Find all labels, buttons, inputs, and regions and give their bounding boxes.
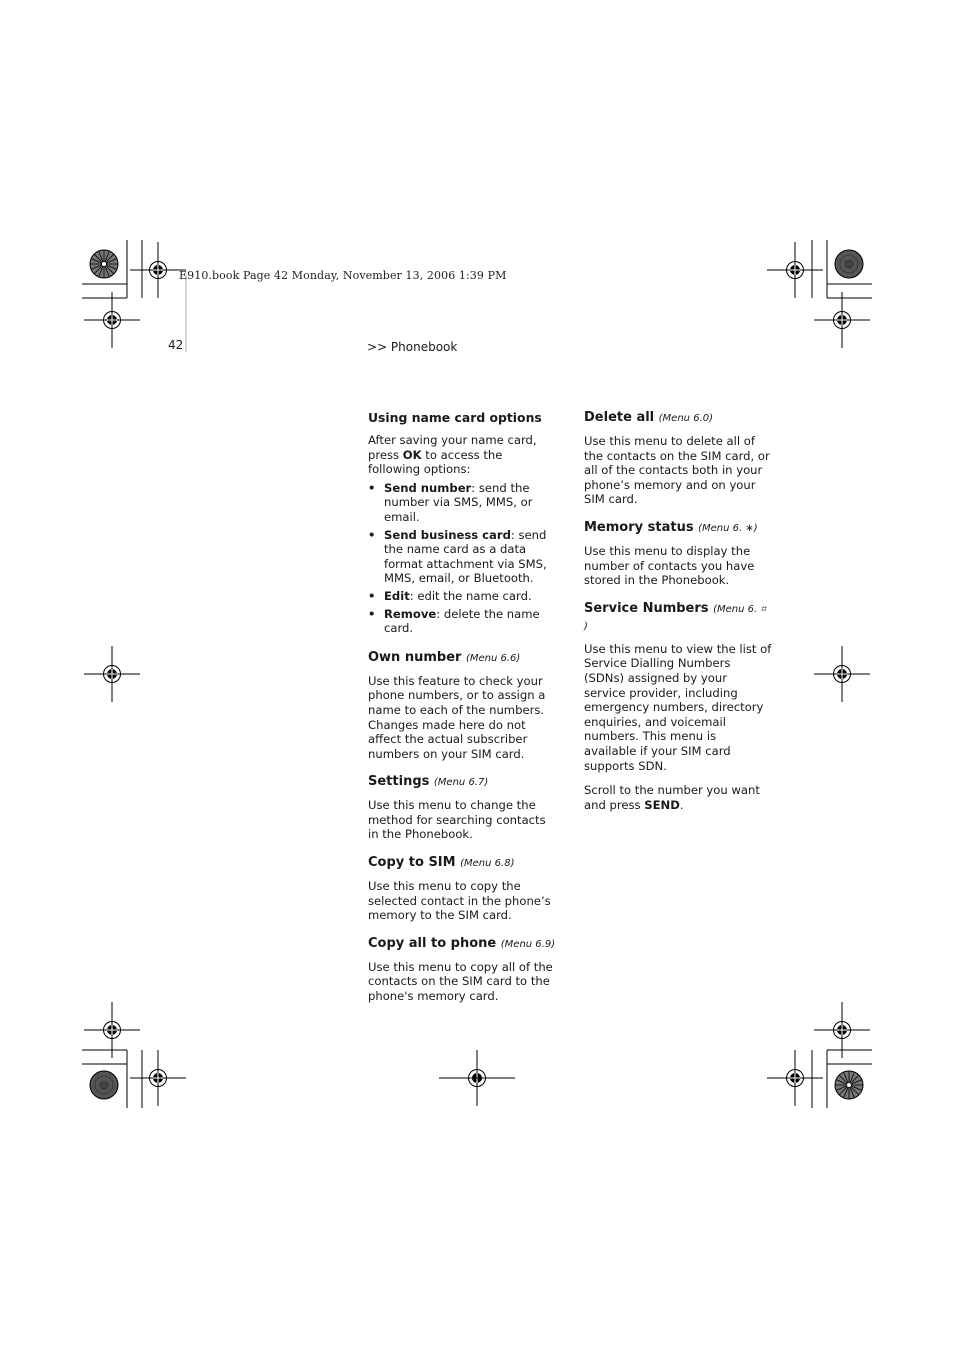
list-item: • Remove: delete the name card.	[368, 607, 558, 636]
dot-target-icon	[90, 1071, 118, 1099]
copy-to-sim-section	[368, 855, 558, 923]
section-body: Use this feature to check your phone numbers, or to assign a name to each of the numbers. Changes made here do not affect the actual subscriber numbers on your SIM card.	[368, 673, 546, 761]
section-title: Settings (Menu 6.7)	[368, 774, 489, 790]
registration-mark-icon	[767, 242, 823, 298]
dot-target-icon	[835, 250, 863, 278]
registration-mark-icon	[814, 646, 870, 702]
key-label: SEND	[644, 797, 680, 812]
section-title: Using name card options	[368, 410, 542, 425]
name-card-section	[368, 410, 558, 636]
options-list	[368, 481, 558, 636]
star-target-icon	[90, 250, 118, 278]
section-body: Scroll to the number you want and press SEND.	[584, 783, 760, 812]
menu-ref: (Menu 6. ⌗ )	[584, 603, 766, 632]
service-numbers-section	[584, 601, 772, 813]
delete-all-section	[584, 410, 772, 507]
key-label: OK	[402, 447, 422, 462]
registration-mark-icon	[814, 292, 870, 348]
section-title: Copy to SIM (Menu 6.8)	[368, 855, 515, 871]
section-body: Use this menu to display the number of contacts you have stored in the Phonebook.	[584, 543, 755, 588]
list-item: • Send number: send the number via SMS, MMS, or email.	[368, 481, 558, 525]
list-item: • Send business card: send the name card as a data format attachment via SMS, MMS, email, or Bluetooth.	[368, 528, 558, 586]
menu-ref: (Menu 6.0)	[658, 413, 713, 424]
running-head: >> Phonebook	[367, 340, 458, 354]
settings-section	[368, 774, 558, 842]
menu-ref: (Menu 6.6)	[465, 652, 521, 664]
section-body: Use this menu to delete all of the contacts on the SIM card, or all of the contacts both in your phone’s memory and on your SIM card.	[584, 434, 770, 507]
registration-mark-icon	[130, 1050, 186, 1106]
book-slug: E910.book Page 42 Monday, November 13, 2006 1:39 PM	[179, 269, 507, 282]
registration-mark-icon	[130, 242, 186, 298]
registration-mark-icon	[84, 292, 140, 348]
section-title: Memory status (Menu 6. ∗)	[584, 519, 758, 535]
right-column	[584, 410, 772, 825]
section-title: Service Numbers (Menu 6. ⌗ )	[584, 600, 766, 632]
section-title: Own number (Menu 6.6)	[368, 649, 521, 665]
section-title: Copy all to phone (Menu 6.9)	[368, 935, 556, 951]
menu-ref: (Menu 6. ∗)	[698, 522, 758, 534]
left-column	[368, 410, 558, 1017]
menu-ref: (Menu 6.7)	[433, 777, 489, 789]
registration-mark-icon	[767, 1050, 823, 1106]
section-body: Use this menu to copy the selected contact in the phone’s memory to the SIM card.	[368, 879, 551, 923]
section-title: Delete all (Menu 6.0)	[584, 410, 713, 425]
registration-mark-icon	[84, 646, 140, 702]
list-item: • Edit: edit the name card.	[368, 589, 558, 604]
own-number-section	[368, 650, 558, 762]
star-target-icon	[835, 1071, 863, 1099]
menu-ref: (Menu 6.8)	[460, 858, 515, 870]
section-intro: After saving your name card, press OK to access the following options:	[368, 433, 537, 477]
page-number: 42	[168, 338, 184, 352]
section-body: Use this menu to view the list of Service Dialling Numbers (SDNs) assigned by your service provider, including emergency numbers, directory enquiries, and voicemail numbers. This menu is available if your SIM card supports SDN.	[584, 641, 772, 773]
menu-ref: (Menu 6.9)	[500, 938, 556, 950]
section-body: Use this menu to copy all of the contacts on the SIM card to the phone's memory card.	[368, 959, 553, 1004]
memory-status-section	[584, 520, 772, 588]
section-body: Use this menu to change the method for searching contacts in the Phonebook.	[368, 798, 546, 842]
copy-all-to-phone-section	[368, 936, 558, 1004]
